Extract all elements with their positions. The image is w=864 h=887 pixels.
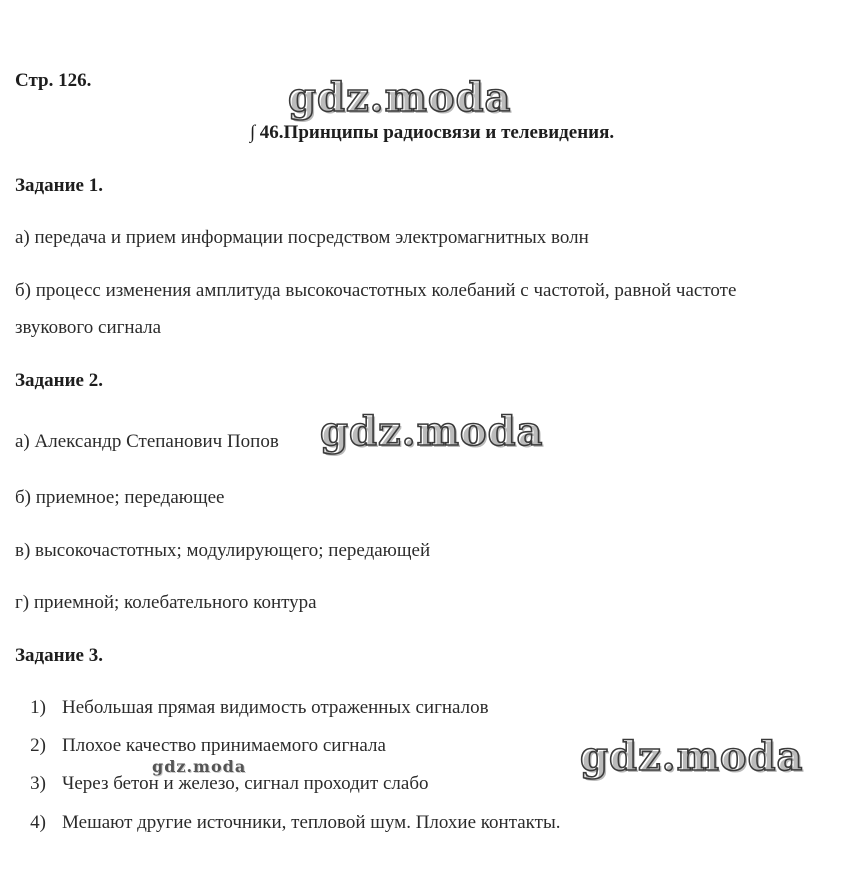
list-item-number: 3) [30,773,46,794]
task3-title: Задание 3. [15,645,103,666]
page-label: Стр. 126. [15,70,92,91]
list-item-number: 2) [30,735,46,756]
watermark-logo: gdz.moda [288,74,512,121]
task1-answer-b-line1: б) процесс изменения амплитуда высокочастотных колебаний с частотой, равной частоте [15,280,737,301]
task2-answer-c: в) высокочастотных; модулирующего; передающей [15,540,431,561]
list-item [16,697,489,719]
task1-answer-a: а) передача и прием информации посредством электромагнитных волн [15,227,589,248]
list-item-text: Небольшая прямая видимость отраженных сигналов [62,697,489,718]
task1-answer-b-line2: звукового сигнала [15,317,162,338]
task2-answer-a: а) Александр Степанович Попов [15,431,279,452]
task1-title: Задание 1. [15,175,103,196]
list-item [16,735,386,757]
task2-title: Задание 2. [15,370,103,391]
list-item [16,812,560,834]
list-item-text: Через бетон и железо, сигнал проходит слабо [62,773,429,794]
list-item-text: Мешают другие источники, тепловой шум. Плохие контакты. [62,812,561,833]
list-item-number: 1) [30,697,46,718]
watermark-logo: gdz.moda [580,733,804,780]
task2-answer-d: г) приемной; колебательного контура [15,592,317,613]
list-item-number: 4) [30,812,46,833]
list-item-text: Плохое качество принимаемого сигнала [62,735,386,756]
list-item [16,773,429,795]
section-title: ∫ 46.Принципы радиосвязи и телевидения. [249,122,615,143]
task2-answer-b: б) приемное; передающее [15,487,225,508]
watermark-logo-small: gdz.moda [152,757,247,776]
watermark-logo: gdz.moda [320,408,544,455]
